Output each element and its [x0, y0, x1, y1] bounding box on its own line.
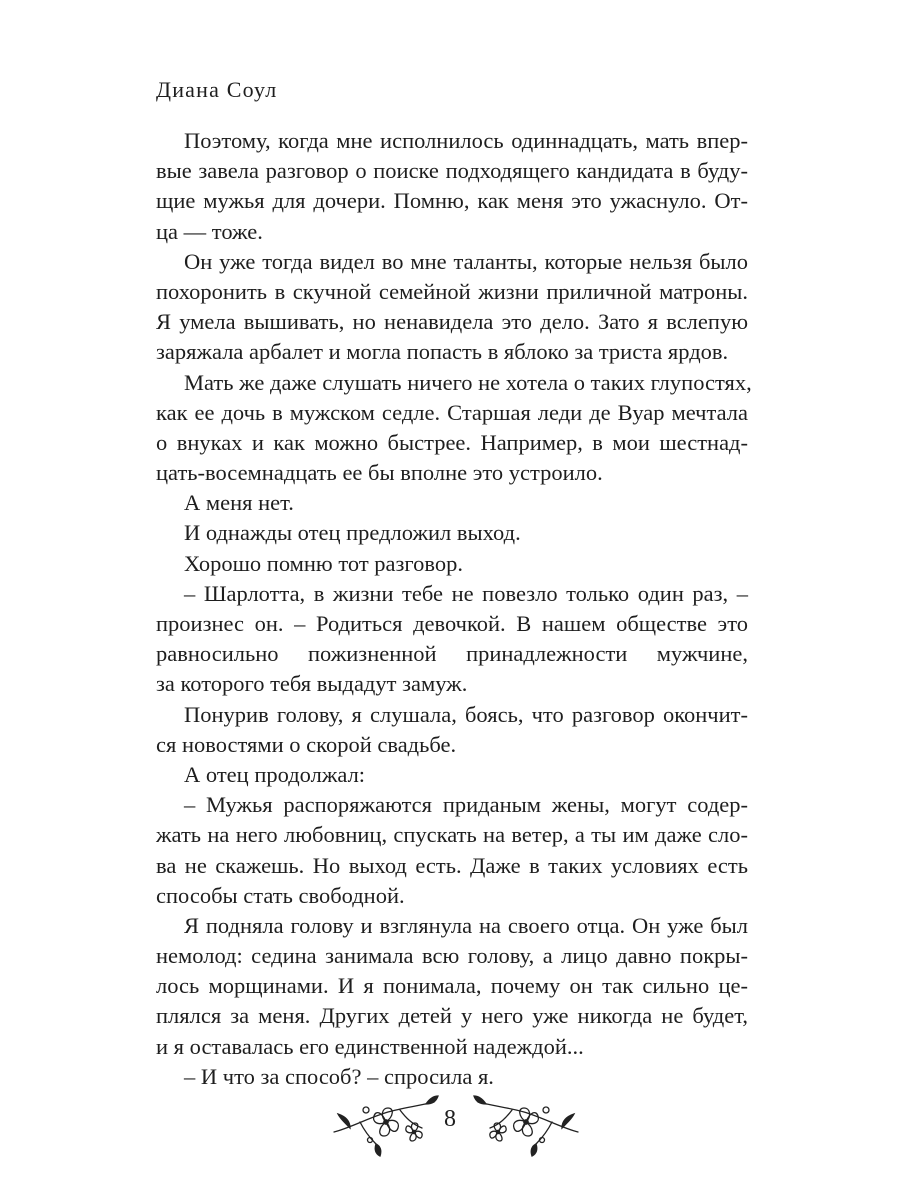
text-line: Он уже тогда видел во мне таланты, которые нельзя было [184, 248, 748, 274]
text-line: Мать же даже слушать ничего не хотела о таких глупостях, [184, 369, 752, 395]
page-footer [0, 1088, 900, 1158]
text-line: способы стать свободной. [156, 882, 405, 908]
text-line: А меня нет. [184, 490, 294, 516]
text-line: Я подняла голову и взглянула на своего отца. Он уже был [184, 912, 748, 938]
text-line: Поэтому, когда мне исполнилось одиннадцать, мать впер- [184, 128, 748, 153]
blossom-branch-icon [472, 1088, 582, 1158]
text-line: – Шарлотта, в жизни тебе не повезло только один раз, – [184, 580, 748, 606]
text-line: плялся за меня. Других детей у него уже никогда не будет, [156, 1003, 748, 1029]
text-line: Я умела вышивать, но ненавидела это дело. Зато я вслепую [156, 309, 748, 335]
text-line: цать-восемнадцать ее бы вполне это устроило. [156, 460, 603, 486]
text-line: Понурив голову, я слушала, боясь, что разговор окончит- [184, 701, 748, 727]
text-line: щие мужья для дочери. Помню, как меня это ужаснуло. От- [156, 188, 748, 214]
text-line: равносильно пожизненной принадлежности мужчине, [156, 641, 748, 667]
body-text [156, 126, 752, 1092]
text-line: И однажды отец предложил выход. [184, 520, 521, 546]
text-line: вые завела разговор о поиске подходящего кандидата в буду- [156, 158, 748, 184]
running-head-author: Диана Соул [156, 77, 278, 102]
text-line: – И что за способ? – спросила я. [184, 1063, 494, 1089]
text-line: и я оставалась его единственной надеждой... [156, 1033, 584, 1059]
text-line: Хорошо помню тот разговор. [184, 550, 463, 576]
text-line: лось морщинами. И я понимала, почему он так сильно це- [156, 973, 748, 999]
text-line: ца — тоже. [156, 218, 263, 244]
text-line: немолод: седина занимала всю голову, а лицо давно покры- [156, 943, 748, 969]
text-line: как ее дочь в мужском седле. Старшая леди де Вуар мечтала [156, 399, 748, 425]
text-line: жать на него любовниц, спускать на ветер, а ты им даже сло- [156, 822, 748, 848]
text-line: за которого тебя выдадут замуж. [156, 671, 468, 697]
text-line: ва не скажешь. Но выход есть. Даже в таких условиях есть [156, 852, 748, 878]
text-line: ся новостями о скорой свадьбе. [156, 731, 457, 757]
text-line: А отец продолжал: [184, 761, 366, 787]
text-line: произнес он. – Родиться девочкой. В нашем обществе это [156, 611, 748, 636]
text-line: заряжала арбалет и могла попасть в яблоко за триста ярдов. [156, 339, 729, 365]
blossom-branch-icon [330, 1088, 440, 1158]
text-line: о внуках и как можно быстрее. Например, в мои шестнад- [156, 429, 748, 455]
text-line: – Мужья распоряжаются приданым жены, могут содер- [184, 792, 748, 818]
page-number: 8 [444, 1106, 456, 1132]
text-line: похоронить в скучной семейной жизни приличной матроны. [156, 278, 748, 304]
